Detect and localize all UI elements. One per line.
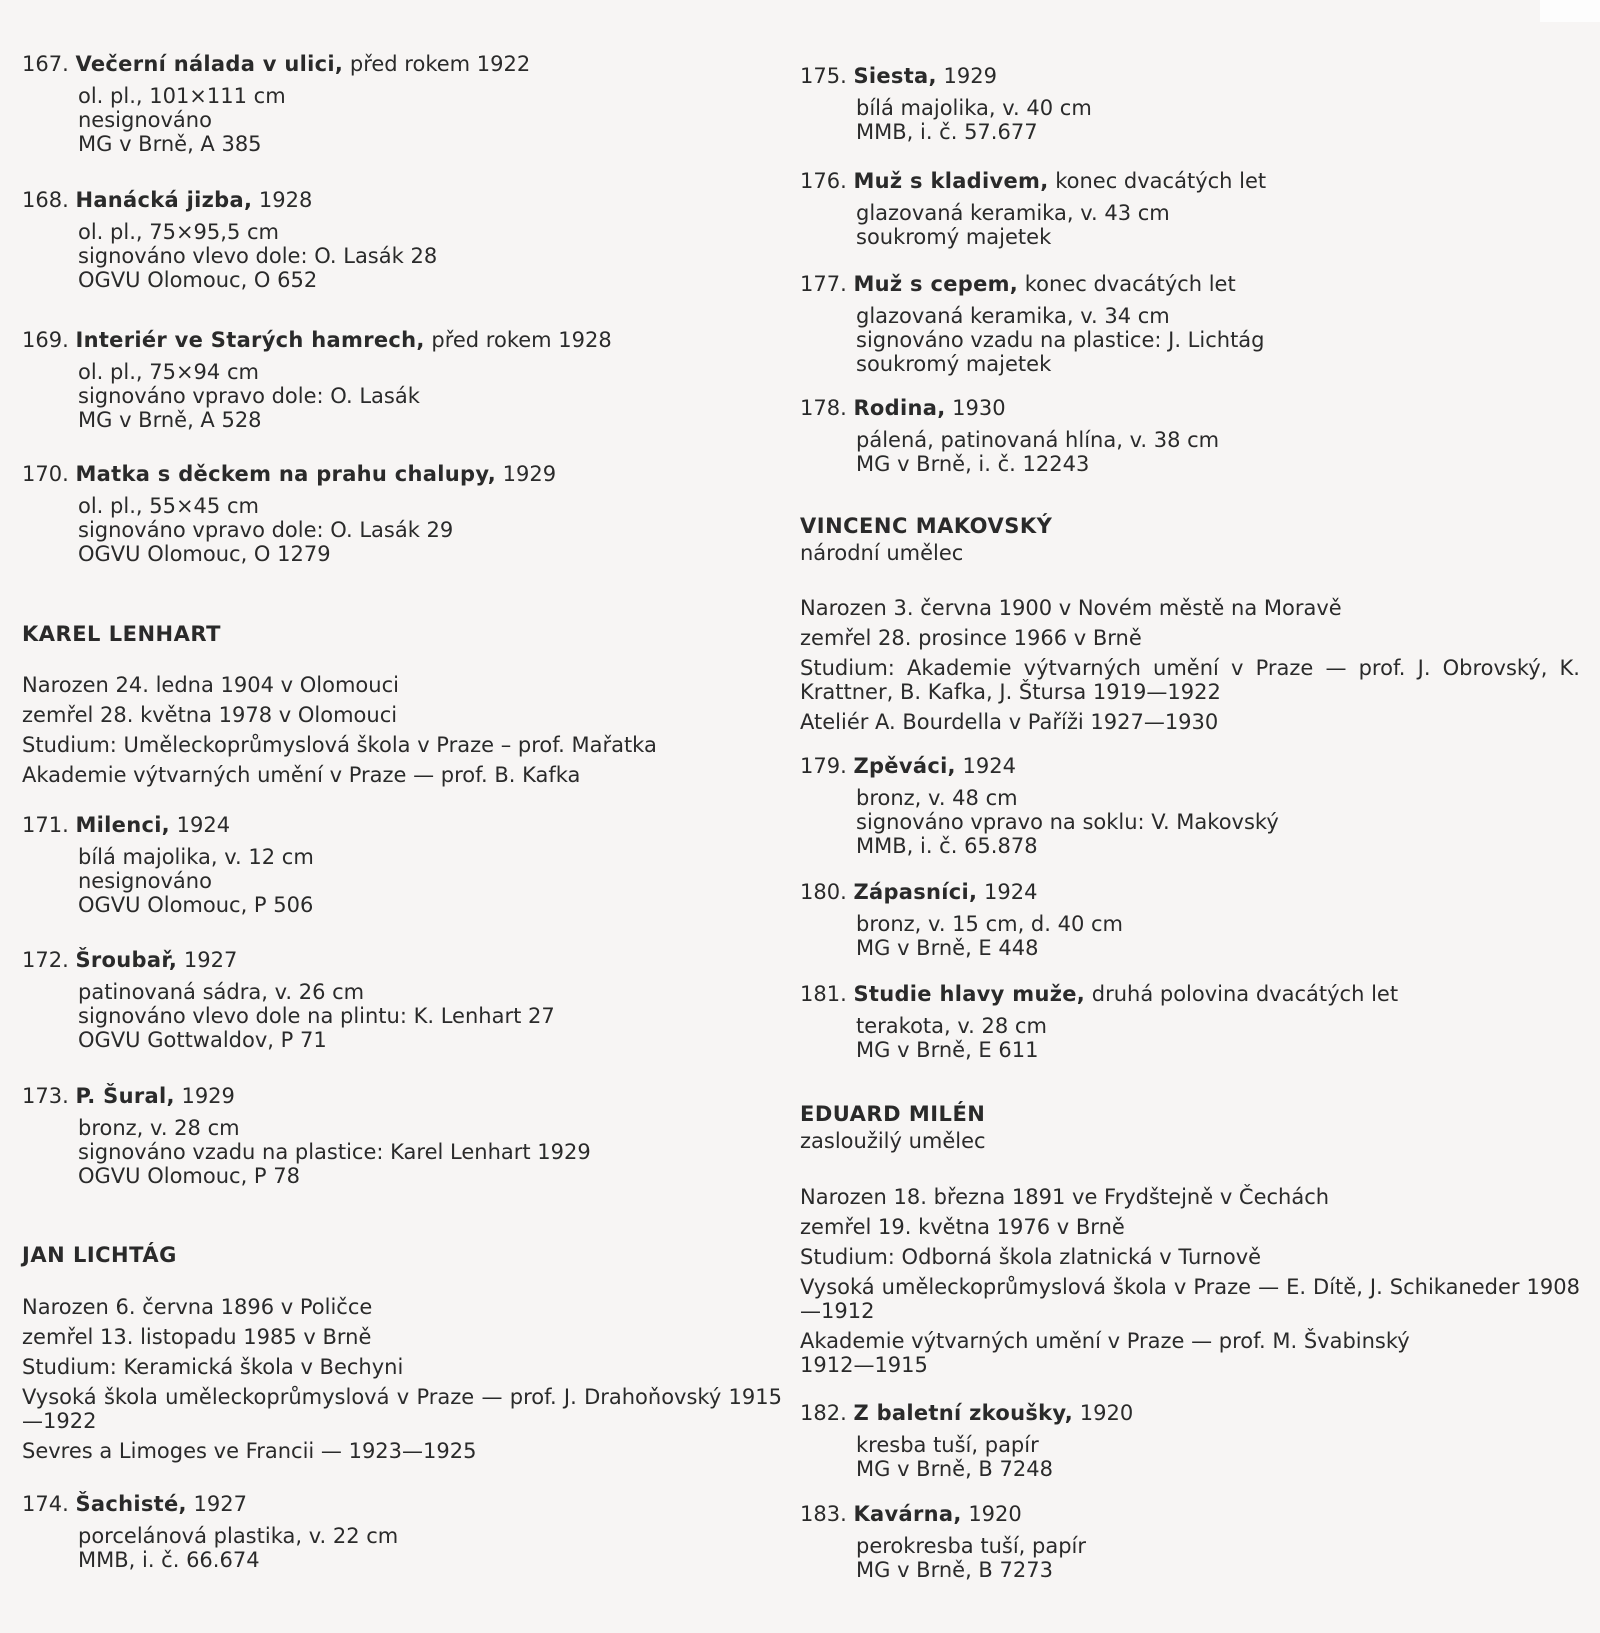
entry-collection: soukromý majetek bbox=[856, 225, 1052, 249]
bio-study: Sevres a Limoges ve Francii — 1923—1925 bbox=[22, 1439, 477, 1463]
entry-medium: ol. pl., 55×45 cm bbox=[78, 494, 259, 518]
bio-born: Narozen 6. června 1896 v Poličce bbox=[22, 1295, 373, 1319]
artist-name: EDUARD MILÉN bbox=[800, 1102, 986, 1126]
catalog-entry bbox=[22, 1082, 782, 1188]
entry-medium: glazovaná keramika, v. 34 cm bbox=[856, 304, 1170, 328]
entry-title: Hanácká jizba, bbox=[75, 188, 253, 212]
entry-medium: bílá majolika, v. 40 cm bbox=[856, 96, 1092, 120]
artist-heading bbox=[800, 512, 1580, 566]
entry-signature: signováno vzadu na plastice: Karel Lenhart 1929 bbox=[78, 1140, 591, 1164]
entry-date: 1920 bbox=[968, 1502, 1022, 1526]
artist-name: JAN LICHTÁG bbox=[22, 1243, 177, 1267]
entry-date: 1924 bbox=[984, 880, 1038, 904]
entry-title: Zpěváci, bbox=[853, 754, 956, 778]
entry-signature: signováno vlevo dole: O. Lasák 28 bbox=[78, 244, 438, 268]
entry-medium: pálená, patinovaná hlína, v. 38 cm bbox=[856, 428, 1220, 452]
bio-study: Akademie výtvarných umění v Praze — prof. B. Kafka bbox=[22, 763, 581, 787]
entry-date: konec dvacátých let bbox=[1024, 272, 1236, 296]
entry-collection: MMB, i. č. 65.878 bbox=[856, 834, 1038, 858]
entry-collection: MG v Brně, E 448 bbox=[856, 936, 1039, 960]
entry-collection: MG v Brně, B 7273 bbox=[856, 1558, 1053, 1582]
entry-signature: signováno vzadu na plastice: J. Lichtág bbox=[856, 328, 1265, 352]
entry-title: Studie hlavy muže, bbox=[853, 982, 1086, 1006]
bio-study: Studium: Keramická škola v Bechyni bbox=[22, 1355, 404, 1379]
catalog-entry bbox=[800, 752, 1580, 858]
entry-title: Muž s cepem, bbox=[853, 272, 1019, 296]
entry-collection: MMB, i. č. 57.677 bbox=[856, 120, 1038, 144]
bio-died: zemřel 19. května 1976 v Brně bbox=[800, 1215, 1125, 1239]
catalog-entry bbox=[22, 811, 782, 917]
entry-date: 1927 bbox=[183, 948, 238, 972]
entry-title: Matka s děckem na prahu chalupy, bbox=[75, 462, 496, 486]
catalog-entry bbox=[22, 460, 782, 566]
entry-medium: ol. pl., 75×95,5 cm bbox=[78, 220, 279, 244]
artist-bio bbox=[800, 596, 1580, 740]
entry-title: Rodina, bbox=[853, 396, 946, 420]
catalog-entry bbox=[22, 50, 782, 156]
entry-medium: ol. pl., 101×111 cm bbox=[78, 84, 286, 108]
entry-title: Kavárna, bbox=[853, 1502, 962, 1526]
catalog-entry bbox=[800, 1500, 1580, 1582]
entry-title: Z baletní zkoušky, bbox=[853, 1401, 1074, 1425]
bio-died: zemřel 13. listopadu 1985 v Brně bbox=[22, 1325, 372, 1349]
entry-collection: OGVU Olomouc, P 506 bbox=[78, 893, 314, 917]
artist-name: KAREL LENHART bbox=[22, 622, 221, 646]
entry-number: 183. bbox=[800, 1502, 847, 1526]
artist-honorific: zasloužilý umělec bbox=[800, 1129, 986, 1153]
entry-signature: signováno vpravo dole: O. Lasák bbox=[78, 384, 420, 408]
entry-date: před rokem 1928 bbox=[431, 328, 612, 352]
bio-study: Studium: Uměleckoprůmyslová škola v Praze – prof. Mařatka bbox=[22, 733, 657, 757]
bio-died: zemřel 28. prosince 1966 v Brně bbox=[800, 626, 1142, 650]
catalog-entry bbox=[22, 946, 782, 1052]
entry-collection: MG v Brně, i. č. 12243 bbox=[856, 452, 1090, 476]
entry-number: 180. bbox=[800, 880, 847, 904]
catalog-entry bbox=[22, 186, 782, 292]
entry-collection: MG v Brně, B 7248 bbox=[856, 1457, 1053, 1481]
entry-signature: signováno vpravo na soklu: V. Makovský bbox=[856, 810, 1279, 834]
entry-number: 169. bbox=[22, 328, 69, 352]
entry-number: 179. bbox=[800, 754, 847, 778]
entry-number: 177. bbox=[800, 272, 847, 296]
entry-medium: patinovaná sádra, v. 26 cm bbox=[78, 980, 365, 1004]
entry-medium: porcelánová plastika, v. 22 cm bbox=[78, 1524, 399, 1548]
artist-bio bbox=[22, 1295, 782, 1469]
catalog-entry bbox=[800, 1399, 1580, 1481]
entry-date: konec dvacátých let bbox=[1055, 169, 1267, 193]
artist-heading bbox=[22, 620, 782, 648]
entry-collection: OGVU Olomouc, P 78 bbox=[78, 1164, 300, 1188]
entry-title: Večerní nálada v ulici, bbox=[75, 52, 344, 76]
catalog-entry bbox=[800, 167, 1580, 249]
entry-medium: bronz, v. 15 cm, d. 40 cm bbox=[856, 912, 1124, 936]
bio-study: Vysoká škola uměleckoprůmyslová v Praze — prof. J. Drahoňovský 1915—1922 bbox=[22, 1385, 782, 1433]
entry-date: 1929 bbox=[502, 462, 557, 486]
artist-heading bbox=[800, 1100, 1580, 1154]
catalog-entry bbox=[22, 1490, 782, 1572]
entry-number: 167. bbox=[22, 52, 69, 76]
entry-date: 1929 bbox=[943, 64, 997, 88]
entry-number: 175. bbox=[800, 64, 847, 88]
entry-title: Interiér ve Starých hamrech, bbox=[75, 328, 425, 352]
entry-medium: bronz, v. 48 cm bbox=[856, 786, 1018, 810]
entry-date: 1924 bbox=[176, 813, 231, 837]
bio-study: Ateliér A. Bourdella v Paříži 1927—1930 bbox=[800, 710, 1219, 734]
entry-collection: OGVU Gottwaldov, P 71 bbox=[78, 1028, 327, 1052]
entry-title: Šroubař, bbox=[75, 948, 178, 972]
entry-number: 168. bbox=[22, 188, 69, 212]
catalog-entry bbox=[800, 878, 1580, 960]
bio-study: Studium: Odborná škola zlatnická v Turnově bbox=[800, 1245, 1262, 1269]
bio-born: Narozen 18. března 1891 ve Frydštejně v Čechách bbox=[800, 1185, 1330, 1209]
bio-died: zemřel 28. května 1978 v Olomouci bbox=[22, 703, 398, 727]
entry-collection: MG v Brně, A 528 bbox=[78, 408, 262, 432]
artist-bio bbox=[22, 673, 782, 793]
entry-collection: MG v Brně, E 611 bbox=[856, 1038, 1039, 1062]
entry-medium: ol. pl., 75×94 cm bbox=[78, 360, 259, 384]
page-corner bbox=[1540, 0, 1600, 22]
entry-title: Zápasníci, bbox=[853, 880, 978, 904]
entry-number: 174. bbox=[22, 1492, 69, 1516]
catalog-entry bbox=[800, 980, 1580, 1062]
entry-date: 1929 bbox=[181, 1084, 235, 1108]
entry-title: Milenci, bbox=[75, 813, 170, 837]
bio-born: Narozen 3. června 1900 v Novém městě na Moravě bbox=[800, 596, 1342, 620]
entry-collection: soukromý majetek bbox=[856, 352, 1052, 376]
entry-collection: OGVU Olomouc, O 652 bbox=[78, 268, 318, 292]
entry-number: 176. bbox=[800, 169, 847, 193]
entry-title: Siesta, bbox=[853, 64, 937, 88]
entry-date: 1920 bbox=[1079, 1401, 1134, 1425]
entry-medium: bílá majolika, v. 12 cm bbox=[78, 845, 314, 869]
entry-number: 171. bbox=[22, 813, 69, 837]
entry-signature: signováno vlevo dole na plintu: K. Lenhart 27 bbox=[78, 1004, 555, 1028]
entry-collection: MG v Brně, A 385 bbox=[78, 132, 262, 156]
entry-signature: signováno vpravo dole: O. Lasák 29 bbox=[78, 518, 454, 542]
entry-medium: kresba tuší, papír bbox=[856, 1433, 1039, 1457]
catalog-entry bbox=[22, 326, 782, 432]
entry-date: 1928 bbox=[258, 188, 313, 212]
entry-title: P. Šural, bbox=[75, 1084, 175, 1108]
bio-born: Narozen 24. ledna 1904 v Olomouci bbox=[22, 673, 399, 697]
catalog-entry bbox=[800, 394, 1580, 476]
entry-medium: terakota, v. 28 cm bbox=[856, 1014, 1047, 1038]
entry-signature: nesignováno bbox=[78, 108, 212, 132]
entry-date: druhá polovina dvacátých let bbox=[1091, 982, 1399, 1006]
bio-study: Akademie výtvarných umění v Praze — prof. M. Švabinský 1912—1915 bbox=[800, 1329, 1410, 1377]
entry-signature: nesignováno bbox=[78, 869, 212, 893]
entry-number: 170. bbox=[22, 462, 69, 486]
entry-number: 178. bbox=[800, 396, 847, 420]
entry-collection: OGVU Olomouc, O 1279 bbox=[78, 542, 331, 566]
entry-number: 181. bbox=[800, 982, 847, 1006]
entry-medium: bronz, v. 28 cm bbox=[78, 1116, 240, 1140]
entry-date: 1927 bbox=[193, 1492, 247, 1516]
artist-bio bbox=[800, 1185, 1580, 1383]
catalog-entry bbox=[800, 62, 1580, 144]
entry-medium: perokresba tuší, papír bbox=[856, 1534, 1087, 1558]
bio-study: Vysoká uměleckoprůmyslová škola v Praze — E. Dítě, J. Schikaneder 1908—1912 bbox=[800, 1275, 1580, 1323]
entry-collection: MMB, i. č. 66.674 bbox=[78, 1548, 260, 1572]
artist-name: VINCENC MAKOVSKÝ bbox=[800, 514, 1053, 538]
entry-date: před rokem 1922 bbox=[349, 52, 531, 76]
entry-number: 182. bbox=[800, 1401, 847, 1425]
entry-number: 172. bbox=[22, 948, 69, 972]
entry-number: 173. bbox=[22, 1084, 69, 1108]
entry-date: 1924 bbox=[962, 754, 1016, 778]
artist-heading bbox=[22, 1241, 782, 1269]
bio-study: Studium: Akademie výtvarných umění v Praze — prof. J. Obrovský, K. Krattner, B. Kafka, J. Štursa 1919—1922 bbox=[800, 656, 1580, 704]
entry-date: 1930 bbox=[952, 396, 1006, 420]
entry-title: Muž s kladivem, bbox=[853, 169, 1049, 193]
artist-honorific: národní umělec bbox=[800, 541, 964, 565]
entry-medium: glazovaná keramika, v. 43 cm bbox=[856, 201, 1170, 225]
catalog-entry bbox=[800, 270, 1580, 376]
entry-title: Šachisté, bbox=[75, 1492, 187, 1516]
